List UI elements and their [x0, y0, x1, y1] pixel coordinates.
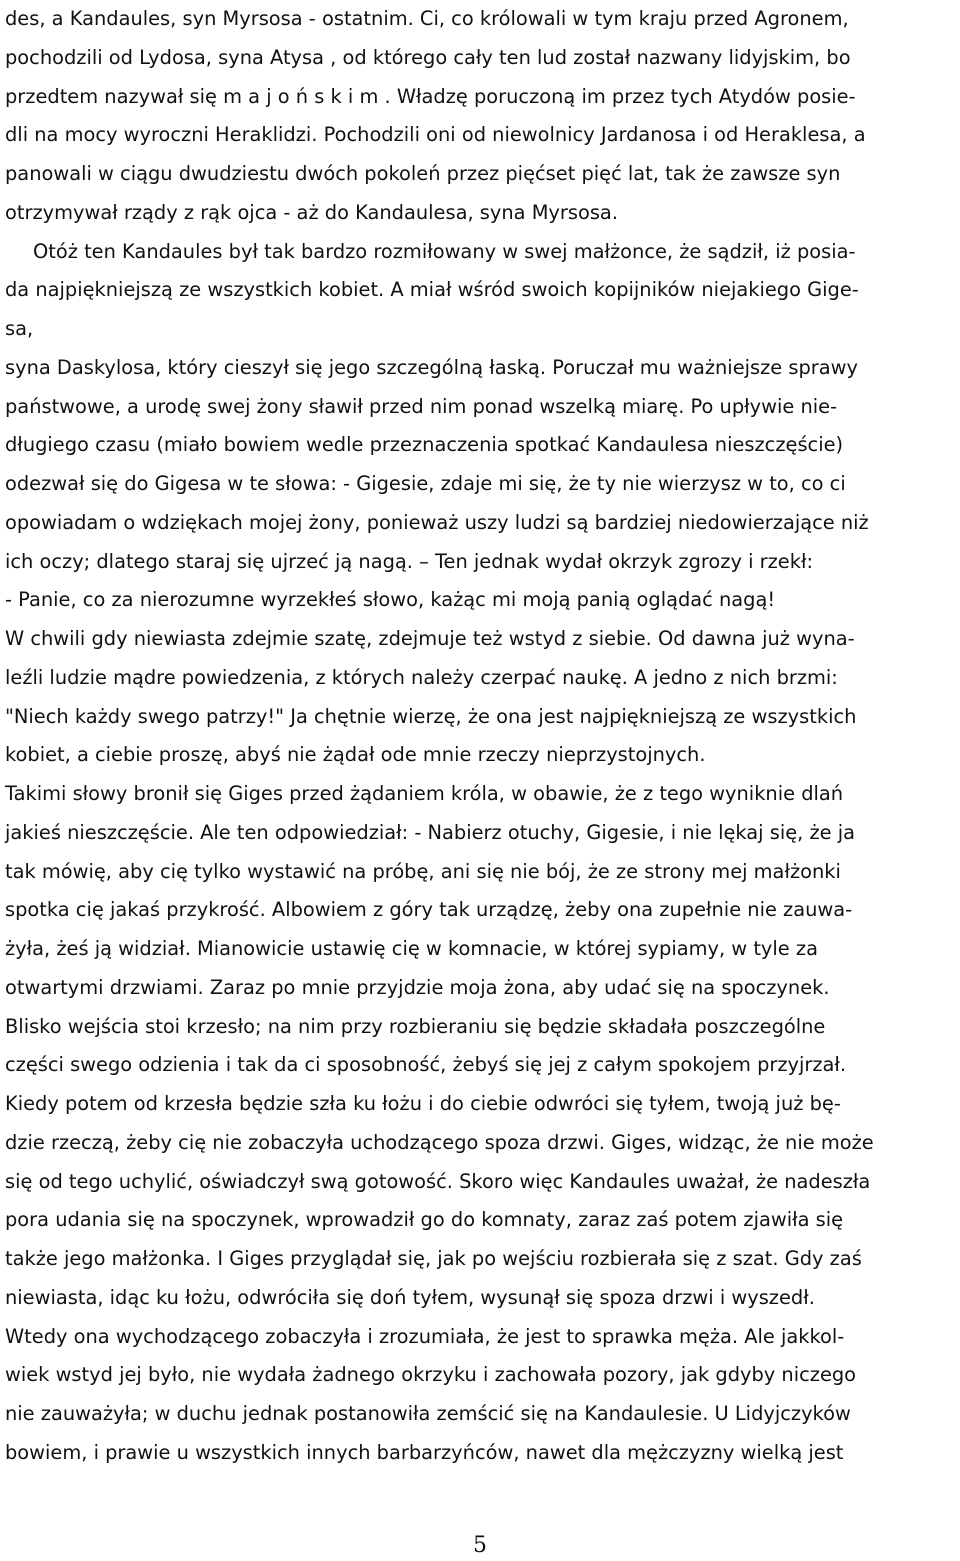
text-line: otrzymywał rządy z rąk ojca - aż do Kandaulesa, syna Myrsosa. — [5, 200, 618, 224]
text-line: przedtem nazywał się m a j o ń s k i m . Władzę poruczoną im przez tych Atydów posie- — [5, 84, 856, 108]
text-line: Kiedy potem od krzesła będzie szła ku łożu i do ciebie odwróci się tyłem, twoją już bę- — [5, 1092, 841, 1115]
text-line: bowiem, i prawie u wszystkich innych barbarzyńców, nawet dla mężczyzny wielką jest — [5, 1440, 844, 1464]
text-line: da najpiękniejszą ze wszystkich kobiet. A miał wśród swoich kopijników niejakiego Gige- — [5, 278, 859, 302]
text-line: Takimi słowy bronił się Giges przed żądaniem króla, w obawie, że z tego wyniknie dlań — [5, 782, 844, 805]
text-line: pora udania się na spoczynek, wprowadził go do komnaty, zaraz zaś potem zjawiła się — [5, 1208, 844, 1232]
text-line: nie zauważyła; w duchu jednak postanowiła zemścić się na Kandaulesie. U Lidyjczyków — [5, 1402, 851, 1425]
text-line: otwartymi drzwiami. Zaraz po mnie przyjdzie moja żona, aby udać się na spoczynek. — [5, 975, 830, 999]
text-line: tak mówię, aby cię tylko wystawić na próbę, ani się nie bój, że ze strony mej małżonki — [5, 859, 841, 883]
text-line: kobiet, a ciebie proszę, abyś nie żądał ode mnie rzeczy nieprzystojnych. — [5, 743, 706, 767]
text-line: opowiadam o wdziękach mojej żony, ponieważ uszy ludzi są bardziej niedowierzające niż — [5, 510, 869, 534]
text-line: niewiasta, idąc ku łożu, odwróciła się doń tyłem, wysunął się spoza drzwi i wyszedł. — [5, 1285, 815, 1309]
text-line: Wtedy ona wychodzącego zobaczyła i zrozumiała, że jest to sprawka męża. Ale jakkol- — [5, 1324, 845, 1348]
text-line: wiek wstyd jej było, nie wydała żadnego okrzyku i zachowała pozory, jak gdyby niczego — [5, 1363, 857, 1387]
text-line: leźli ludzie mądre powiedzenia, z których należy czerpać naukę. A jedno z nich brzmi: — [5, 665, 838, 689]
text-line: długiego czasu (miało bowiem wedle przeznaczenia spotkać Kandaulesa nieszczęście) — [5, 433, 844, 457]
text-line: części swego odzienia i tak da ci sposobność, żebyś się jej z całym spokojem przyjrzał. — [5, 1053, 847, 1077]
text-line: sa, — [5, 317, 34, 340]
text-line: - Panie, co za nierozumne wyrzekłeś słowo, każąc mi moją panią oglądać nagą! — [5, 588, 776, 612]
text-line: jakieś nieszczęście. Ale ten odpowiedział: - Nabierz otuchy, Gigesie, i nie lękaj się, że ja — [5, 820, 856, 844]
text-line: panowali w ciągu dwudziestu dwóch pokoleń przez pięćset pięć lat, tak że zawsze syn — [5, 162, 841, 185]
text-line: państwowe, a urodę swej żony sławił przed nim ponad wszelką miarę. Po upływie nie- — [5, 394, 838, 418]
text-line: syna Daskylosa, który cieszył się jego szczególną łaską. Poruczał mu ważniejsze sprawy — [5, 355, 858, 379]
text-line: spotka cię jakaś przykrość. Albowiem z góry tak urządzę, żeby ona zupełnie nie zauwa- — [5, 898, 853, 922]
text-line: Otóż ten Kandaules był tak bardzo rozmiłowany w swej małżonce, że sądził, iż posia- — [33, 239, 856, 263]
text-line: "Niech każdy swego patrzy!" Ja chętnie wierzę, że ona jest najpiękniejszą ze wszystkich — [5, 704, 857, 728]
text-line: także jego małżonka. I Giges przyglądał się, jak po wejściu rozbierała się z szat. Gdy zaś — [5, 1247, 862, 1270]
text-line: się od tego uchylić, oświadczył swą gotowość. Skoro więc Kandaules uważał, że nadeszła — [5, 1169, 871, 1193]
text-line: dzie rzeczą, żeby cię nie zobaczyła uchodzącego spoza drzwi. Giges, widząc, że nie może — [5, 1130, 874, 1154]
text-line: pochodzili od Lydosa, syna Atysa , od którego cały ten lud został nazwany lidyjskim, bo — [5, 45, 851, 69]
text-line: żyła, żeś ją widział. Mianowicie ustawię cię w komnacie, w której sypiamy, w tyle za — [5, 937, 818, 960]
document-page — [5, 0, 955, 1473]
text-line: Blisko wejścia stoi krzesło; na nim przy rozbieraniu się będzie składała poszczególne — [5, 1014, 826, 1038]
text-line: des, a Kandaules, syn Myrsosa - ostatnim. Ci, co królowali w tym kraju przed Agronem, — [5, 7, 849, 30]
text-line: ich oczy; dlatego staraj się ujrzeć ją nagą. – Ten jednak wydał okrzyk zgrozy i rzekł: — [5, 549, 814, 573]
text-line: W chwili gdy niewiasta zdejmie szatę, zdejmuje też wstyd z siebie. Od dawna już wyna- — [5, 627, 855, 650]
text-line: dli na mocy wyroczni Heraklidzi. Pochodzili oni od niewolnicy Jardanosa i od Heraklesa, a — [5, 123, 866, 147]
text-line: odezwał się do Gigesa w te słowa: - Gigesie, zdaje mi się, że ty nie wierzysz w to, co ci — [5, 472, 846, 495]
page-number: 5 — [473, 1533, 487, 1558]
